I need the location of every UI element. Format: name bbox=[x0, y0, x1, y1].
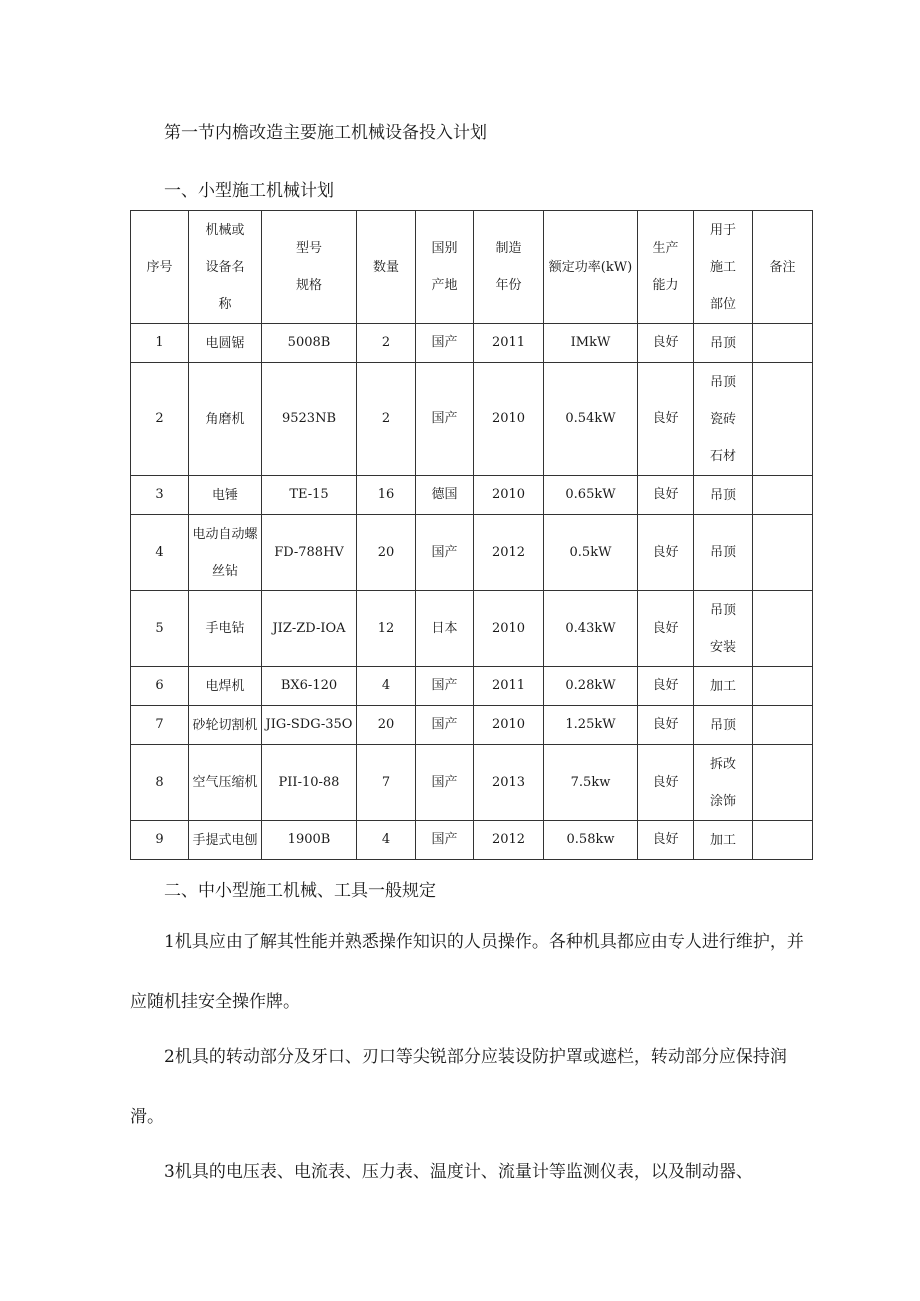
cell-remark bbox=[753, 745, 813, 821]
table-row bbox=[131, 706, 813, 745]
header-year bbox=[474, 211, 544, 324]
cell-power: 1.25kW bbox=[544, 706, 638, 745]
cell-year: 2012 bbox=[474, 821, 544, 860]
cell-quantity: 20 bbox=[357, 706, 416, 745]
cell-model: FD-788HV bbox=[262, 515, 357, 591]
table-row bbox=[131, 324, 813, 363]
cell-use-line: 吊顶 bbox=[709, 717, 736, 733]
cell-name-line: 空气压缩机 bbox=[192, 775, 258, 790]
header-name bbox=[189, 211, 262, 324]
cell-year: 2013 bbox=[474, 745, 544, 821]
cell-name-line: 手电钻 bbox=[205, 621, 245, 636]
cell-model: BX6-120 bbox=[262, 667, 357, 706]
header-quantity-line: 数量 bbox=[372, 259, 399, 275]
cell-use bbox=[694, 821, 753, 860]
cell-model: TE-15 bbox=[262, 476, 357, 515]
cell-name-line: 角磨机 bbox=[205, 411, 245, 427]
cell-quantity: 2 bbox=[357, 324, 416, 363]
section-heading-general-rules: 二、中小型施工机械、工具一般规定 bbox=[164, 881, 436, 901]
header-capacity bbox=[638, 211, 694, 324]
rule-paragraph-1: 1机具应由了解其性能并熟悉操作知识的人员操作。各种机具都应由专人进行维护，并应随机挂安全操作牌。 bbox=[130, 932, 804, 1012]
cell-model: 5008B bbox=[262, 324, 357, 363]
equipment-table bbox=[130, 210, 813, 860]
header-name-line: 机械或 bbox=[205, 222, 245, 238]
cell-origin: 日本 bbox=[416, 591, 474, 667]
cell-quantity: 16 bbox=[357, 476, 416, 515]
cell-power: 7.5kw bbox=[544, 745, 638, 821]
cell-origin: 国产 bbox=[416, 515, 474, 591]
cell-model: PII-10-88 bbox=[262, 745, 357, 821]
cell-power: 0.28kW bbox=[544, 667, 638, 706]
cell-capacity: 良好 bbox=[638, 745, 694, 821]
cell-year: 2010 bbox=[474, 706, 544, 745]
cell-use-line: 吊顶 bbox=[709, 602, 736, 618]
cell-name-line: 电动自动螺 bbox=[192, 526, 258, 542]
header-year-line: 制造 bbox=[495, 241, 522, 256]
header-no bbox=[131, 211, 189, 324]
cell-remark bbox=[753, 591, 813, 667]
cell-use-line: 吊顶 bbox=[709, 545, 736, 560]
cell-year: 2012 bbox=[474, 515, 544, 591]
cell-no: 6 bbox=[131, 667, 189, 706]
cell-name bbox=[189, 591, 262, 667]
cell-origin: 国产 bbox=[416, 745, 474, 821]
cell-capacity: 良好 bbox=[638, 821, 694, 860]
cell-remark bbox=[753, 515, 813, 591]
cell-name bbox=[189, 667, 262, 706]
cell-name-line: 丝钻 bbox=[211, 563, 238, 579]
cell-use bbox=[694, 515, 753, 591]
header-model-line: 规格 bbox=[295, 278, 322, 293]
cell-name-line: 电圆锯 bbox=[205, 335, 245, 351]
cell-use-line: 吊顶 bbox=[709, 374, 736, 390]
cell-origin: 国产 bbox=[416, 821, 474, 860]
header-origin bbox=[416, 211, 474, 324]
cell-power: 0.58kw bbox=[544, 821, 638, 860]
cell-capacity: 良好 bbox=[638, 667, 694, 706]
header-use-line: 部位 bbox=[709, 296, 736, 312]
cell-no: 9 bbox=[131, 821, 189, 860]
header-remark-line: 备注 bbox=[769, 259, 796, 275]
cell-no: 3 bbox=[131, 476, 189, 515]
page-title: 第一节内檐改造主要施工机械设备投入计划 bbox=[164, 123, 487, 143]
cell-use bbox=[694, 476, 753, 515]
cell-capacity: 良好 bbox=[638, 515, 694, 591]
header-power bbox=[544, 211, 638, 324]
header-model bbox=[262, 211, 357, 324]
cell-name bbox=[189, 324, 262, 363]
header-quantity bbox=[357, 211, 416, 324]
cell-use bbox=[694, 324, 753, 363]
cell-remark bbox=[753, 706, 813, 745]
cell-use-line: 瓷砖 bbox=[709, 411, 736, 427]
cell-use-line: 涂饰 bbox=[709, 793, 736, 809]
cell-no: 1 bbox=[131, 324, 189, 363]
table-row bbox=[131, 745, 813, 821]
header-model-line: 型号 bbox=[295, 241, 322, 256]
cell-quantity: 12 bbox=[357, 591, 416, 667]
cell-name bbox=[189, 821, 262, 860]
cell-no: 5 bbox=[131, 591, 189, 667]
cell-use-line: 加工 bbox=[709, 678, 736, 694]
cell-power: 0.65kW bbox=[544, 476, 638, 515]
header-origin-line: 国别 bbox=[431, 241, 458, 256]
cell-power: IMkW bbox=[544, 324, 638, 363]
cell-power: 0.54kW bbox=[544, 363, 638, 476]
cell-remark bbox=[753, 821, 813, 860]
section-heading-small-machinery: 一、小型施工机械计划 bbox=[164, 181, 334, 201]
cell-name bbox=[189, 363, 262, 476]
cell-quantity: 4 bbox=[357, 667, 416, 706]
cell-quantity: 20 bbox=[357, 515, 416, 591]
cell-quantity: 7 bbox=[357, 745, 416, 821]
cell-capacity: 良好 bbox=[638, 476, 694, 515]
header-use bbox=[694, 211, 753, 324]
cell-use bbox=[694, 667, 753, 706]
cell-use-line: 安装 bbox=[709, 639, 736, 655]
cell-name-line: 砂轮切割机 bbox=[192, 717, 258, 733]
cell-no: 8 bbox=[131, 745, 189, 821]
table-row bbox=[131, 821, 813, 860]
cell-capacity: 良好 bbox=[638, 324, 694, 363]
header-year-line: 年份 bbox=[495, 278, 522, 293]
cell-name-line: 电锤 bbox=[211, 487, 238, 503]
header-power-line: 额定功率(kW) bbox=[548, 259, 633, 275]
cell-no: 4 bbox=[131, 515, 189, 591]
header-use-line: 施工 bbox=[709, 259, 736, 275]
cell-use-line: 吊顶 bbox=[709, 487, 736, 503]
cell-remark bbox=[753, 324, 813, 363]
cell-capacity: 良好 bbox=[638, 363, 694, 476]
cell-model: 9523NB bbox=[262, 363, 357, 476]
cell-quantity: 2 bbox=[357, 363, 416, 476]
cell-power: 0.43kW bbox=[544, 591, 638, 667]
cell-quantity: 4 bbox=[357, 821, 416, 860]
table-row bbox=[131, 363, 813, 476]
cell-name-line: 手提式电刨 bbox=[192, 832, 258, 848]
cell-use bbox=[694, 745, 753, 821]
cell-capacity: 良好 bbox=[638, 706, 694, 745]
cell-model: 1900B bbox=[262, 821, 357, 860]
cell-use bbox=[694, 363, 753, 476]
header-capacity-line: 生产 bbox=[652, 241, 679, 256]
cell-year: 2011 bbox=[474, 324, 544, 363]
cell-use bbox=[694, 706, 753, 745]
table-row bbox=[131, 667, 813, 706]
cell-use-line: 拆改 bbox=[709, 756, 736, 772]
cell-use-line: 加工 bbox=[709, 832, 736, 848]
cell-year: 2010 bbox=[474, 363, 544, 476]
cell-use-line: 石材 bbox=[709, 448, 736, 464]
table-header-row bbox=[131, 211, 813, 324]
cell-power: 0.5kW bbox=[544, 515, 638, 591]
cell-year: 2010 bbox=[474, 591, 544, 667]
cell-origin: 国产 bbox=[416, 706, 474, 745]
table-row bbox=[131, 515, 813, 591]
cell-origin: 德国 bbox=[416, 476, 474, 515]
table-row bbox=[131, 591, 813, 667]
cell-model: JIZ-ZD-IOA bbox=[262, 591, 357, 667]
cell-name bbox=[189, 515, 262, 591]
cell-origin: 国产 bbox=[416, 667, 474, 706]
cell-origin: 国产 bbox=[416, 363, 474, 476]
cell-year: 2011 bbox=[474, 667, 544, 706]
cell-no: 7 bbox=[131, 706, 189, 745]
cell-capacity: 良好 bbox=[638, 591, 694, 667]
cell-name-line: 电焊机 bbox=[205, 678, 245, 694]
cell-remark bbox=[753, 667, 813, 706]
cell-name bbox=[189, 745, 262, 821]
header-origin-line: 产地 bbox=[431, 278, 458, 293]
header-name-line: 设备名 bbox=[205, 259, 245, 275]
rule-paragraph-3: 3机具的电压表、电流表、压力表、温度计、流量计等监测仪表，以及制动器、 bbox=[164, 1162, 753, 1182]
cell-use bbox=[694, 591, 753, 667]
header-use-line: 用于 bbox=[709, 222, 736, 238]
cell-name bbox=[189, 706, 262, 745]
cell-remark bbox=[753, 476, 813, 515]
cell-remark bbox=[753, 363, 813, 476]
cell-year: 2010 bbox=[474, 476, 544, 515]
rule-paragraph-2: 2机具的转动部分及牙口、刃口等尖锐部分应装设防护罩或遮栏，转动部分应保持润滑。 bbox=[130, 1047, 787, 1127]
header-capacity-line: 能力 bbox=[652, 278, 679, 293]
cell-no: 2 bbox=[131, 363, 189, 476]
cell-origin: 国产 bbox=[416, 324, 474, 363]
header-no-line: 序号 bbox=[146, 259, 173, 275]
cell-name bbox=[189, 476, 262, 515]
cell-model: JIG-SDG-35O bbox=[262, 706, 357, 745]
header-name-line: 称 bbox=[218, 296, 232, 312]
cell-use-line: 吊顶 bbox=[709, 335, 736, 351]
table-row bbox=[131, 476, 813, 515]
header-remark bbox=[753, 211, 813, 324]
